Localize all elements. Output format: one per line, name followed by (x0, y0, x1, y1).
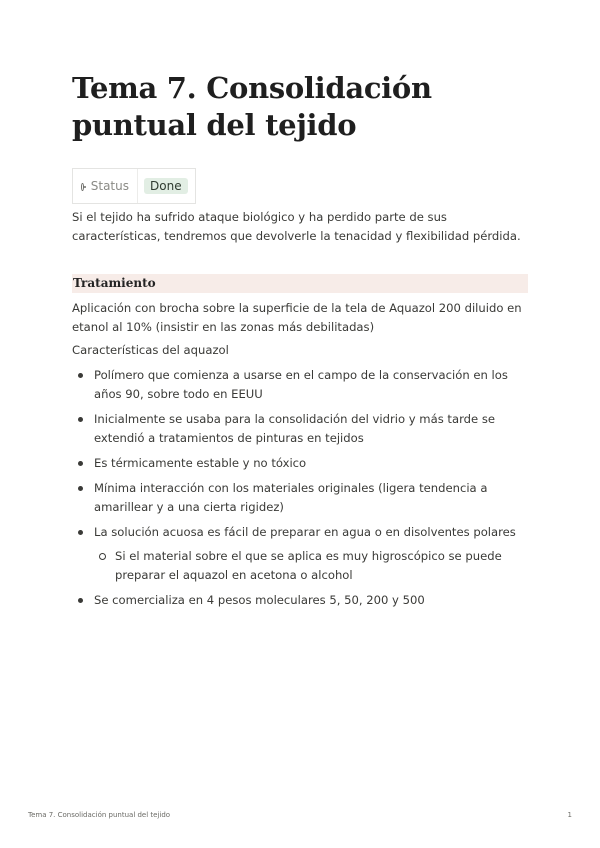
list-item-text: La solución acuosa es fácil de preparar en agua o en disolventes polares (94, 525, 516, 539)
list-item (72, 410, 528, 448)
sub-list-item (94, 547, 528, 585)
status-badge: Done (144, 178, 188, 194)
list-item (72, 479, 528, 517)
sub-list-item-text: Si el material sobre el que se aplica es muy higroscópico se puede preparar el aquazol en acetona o alcohol (115, 549, 502, 582)
list-item-text: Mínima interacción con los materiales originales (ligera tendencia a amarillear y a una cierta rigidez) (94, 481, 488, 514)
page-number: 1 (567, 811, 572, 819)
characteristics-paragraph: Características del aquazol (72, 343, 229, 357)
bullet-icon (78, 598, 83, 603)
footer-title: Tema 7. Consolidación puntual del tejido (28, 811, 171, 819)
status-key-label: Status (90, 179, 129, 193)
list-item (72, 523, 528, 585)
treatment-paragraph: Aplicación con brocha sobre la superficie de la tela de Aquazol 200 diluido en etanol al 10% (insistir en las zonas más debilitadas) (72, 301, 522, 334)
intro-paragraph: Si el tejido ha sufrido ataque biológico y ha perdido parte de sus características, tendremos que devolverle la tenacidad y flexibilidad pérdida. (72, 210, 521, 243)
property-status (72, 168, 196, 204)
list-item-text: Se comercializa en 4 pesos moleculares 5, 50, 200 y 500 (94, 593, 425, 607)
bullet-icon (78, 373, 83, 378)
bullet-icon (78, 486, 83, 491)
bullet-icon (78, 461, 83, 466)
sub-list (94, 547, 528, 585)
target-icon (81, 183, 84, 191)
bullet-icon (78, 530, 83, 535)
page-footer (28, 811, 572, 819)
section-heading: Tratamiento (72, 274, 528, 293)
status-key (73, 169, 138, 203)
list-item (72, 366, 528, 404)
list-item-text: Polímero que comienza a usarse en el campo de la conservación en los años 90, sobre todo en EEUU (94, 368, 508, 401)
hollow-bullet-icon (99, 553, 106, 560)
list-item-text: Inicialmente se usaba para la consolidación del vidrio y más tarde se extendió a tratamientos de pinturas en tejidos (94, 412, 495, 445)
list-item-text: Es térmicamente estable y no tóxico (94, 456, 307, 470)
list-item (72, 591, 528, 610)
page-title: Tema 7. Consolidación puntual del tejido (72, 71, 432, 142)
characteristics-list (72, 366, 528, 616)
list-item (72, 454, 528, 473)
bullet-icon (78, 417, 83, 422)
